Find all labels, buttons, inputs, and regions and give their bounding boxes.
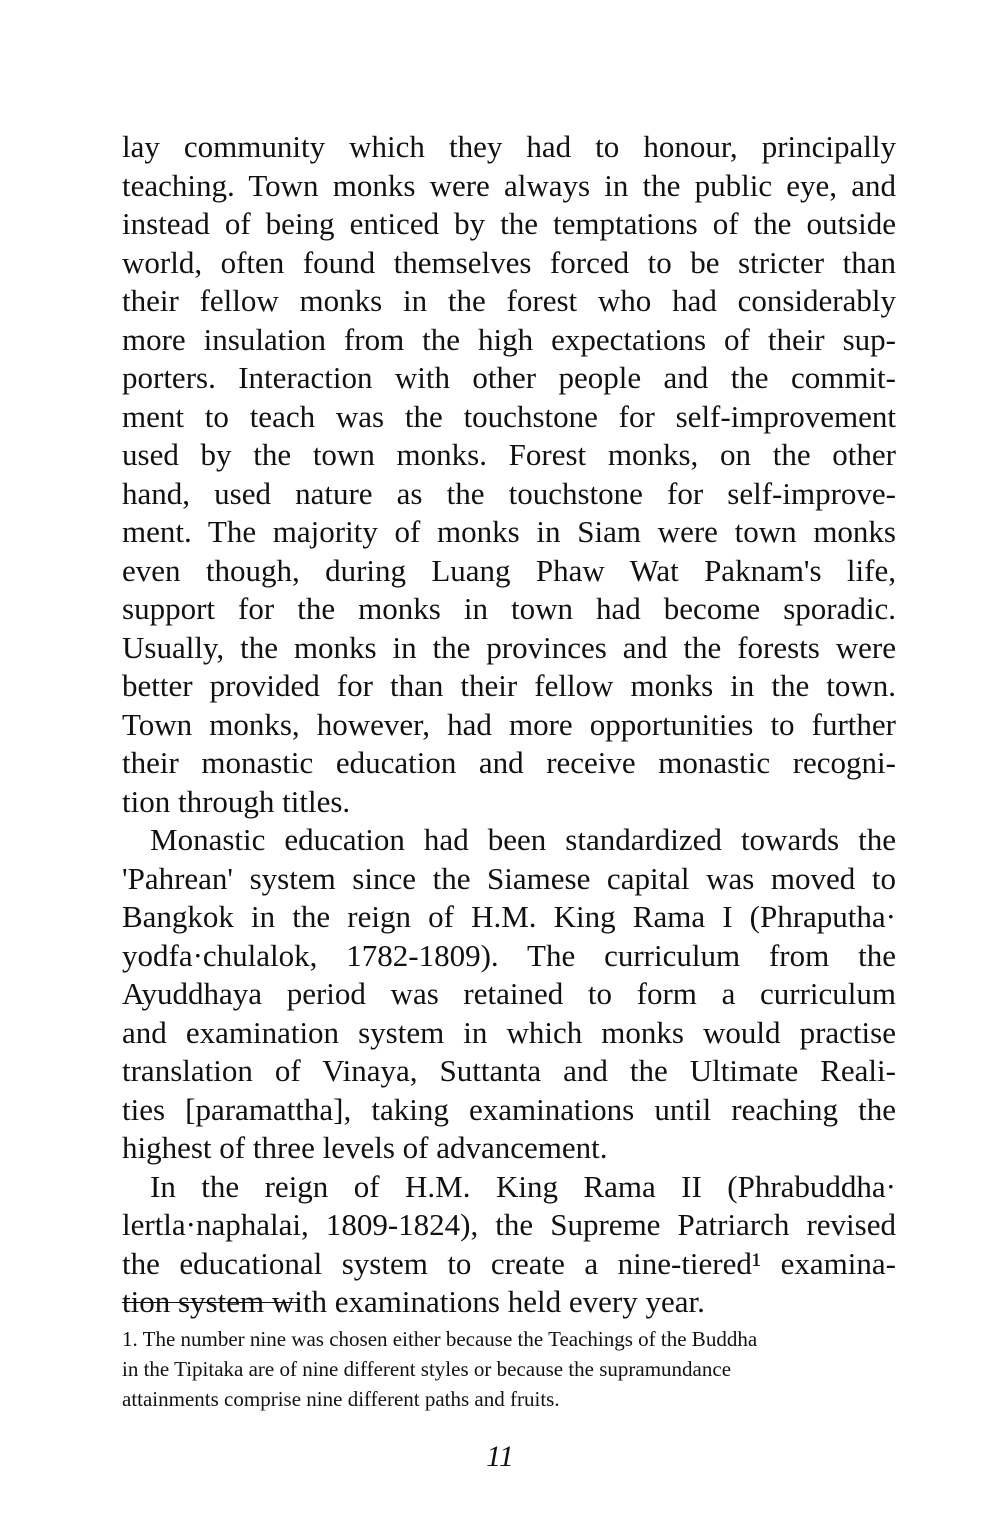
- text-line: translation of Vinaya, Suttanta and the Ultimate Reali-: [122, 1053, 896, 1088]
- text-line: highest of three levels of advancement.: [122, 1130, 608, 1165]
- text-line: hand, used nature as the touchstone for self-improve-: [122, 475, 896, 511]
- text-line: Usually, the monks in the provinces and the forests were: [122, 629, 896, 665]
- footnote-divider: [122, 1302, 300, 1303]
- paragraph-2: [122, 821, 896, 1168]
- text-line: lay community which they had to honour, principally: [122, 129, 896, 164]
- paragraph-3: [122, 1168, 896, 1322]
- text-line: even though, during Luang Phaw Wat Paknam's life,: [122, 552, 896, 588]
- text-line: instead of being enticed by the temptations of the outside: [122, 206, 896, 241]
- text-line: more insulation from the high expectations of their sup-: [122, 321, 896, 357]
- footnote: [122, 1324, 896, 1414]
- text-line: ment to teach was the touchstone for self-improvement: [122, 398, 896, 434]
- text-line: better provided for than their fellow monks in the town.: [122, 668, 896, 703]
- text-line: porters. Interaction with other people and the commit-: [122, 360, 896, 395]
- text-line: their monastic education and receive monastic recogni-: [122, 745, 896, 780]
- text-line: yodfa·chulalok, 1782-1809). The curriculum from the: [122, 937, 896, 973]
- text-line: 'Pahrean' system since the Siamese capital was moved to: [122, 860, 896, 896]
- page-number: 11: [486, 1440, 514, 1473]
- text-line: Town monks, however, had more opportunities to further: [122, 706, 896, 742]
- footnote-line: attainments comprise nine different paths and fruits.: [122, 1387, 560, 1411]
- footnote-line: 1. The number nine was chosen either because the Teachings of the Buddha: [122, 1327, 758, 1351]
- text-line: used by the town monks. Forest monks, on the other: [122, 437, 896, 472]
- text-line: ment. The majority of monks in Siam were town monks: [122, 514, 896, 549]
- text-line: their fellow monks in the forest who had considerably: [122, 283, 896, 318]
- text-line: Bangkok in the reign of H.M. King Rama I (Phraputha·: [122, 899, 896, 934]
- text-line: and examination system in which monks would practise: [122, 1014, 896, 1050]
- text-line: support for the monks in town had become sporadic.: [122, 591, 896, 626]
- text-line: the educational system to create a nine-tiered¹ examina-: [122, 1245, 896, 1281]
- text-line: Monastic education had been standardized towards the: [150, 822, 896, 857]
- text-line: lertla·naphalai, 1809-1824), the Supreme Patriarch revised: [122, 1207, 896, 1242]
- paragraph-1: [122, 128, 896, 821]
- text-line: tion system with examinations held every year.: [122, 1284, 705, 1319]
- text-line: In the reign of H.M. King Rama II (Phrabuddha·: [150, 1168, 896, 1204]
- text-line: Ayuddhaya period was retained to form a curriculum: [122, 976, 896, 1011]
- text-line: teaching. Town monks were always in the public eye, and: [122, 167, 896, 203]
- text-line: tion through titles.: [122, 783, 351, 819]
- text-line: ties [paramattha], taking examinations until reaching the: [122, 1091, 896, 1127]
- footnote-line: in the Tipitaka are of nine different styles or because the supramundance: [122, 1357, 732, 1381]
- body-text: [122, 128, 896, 1322]
- text-line: world, often found themselves forced to be stricter than: [122, 244, 896, 280]
